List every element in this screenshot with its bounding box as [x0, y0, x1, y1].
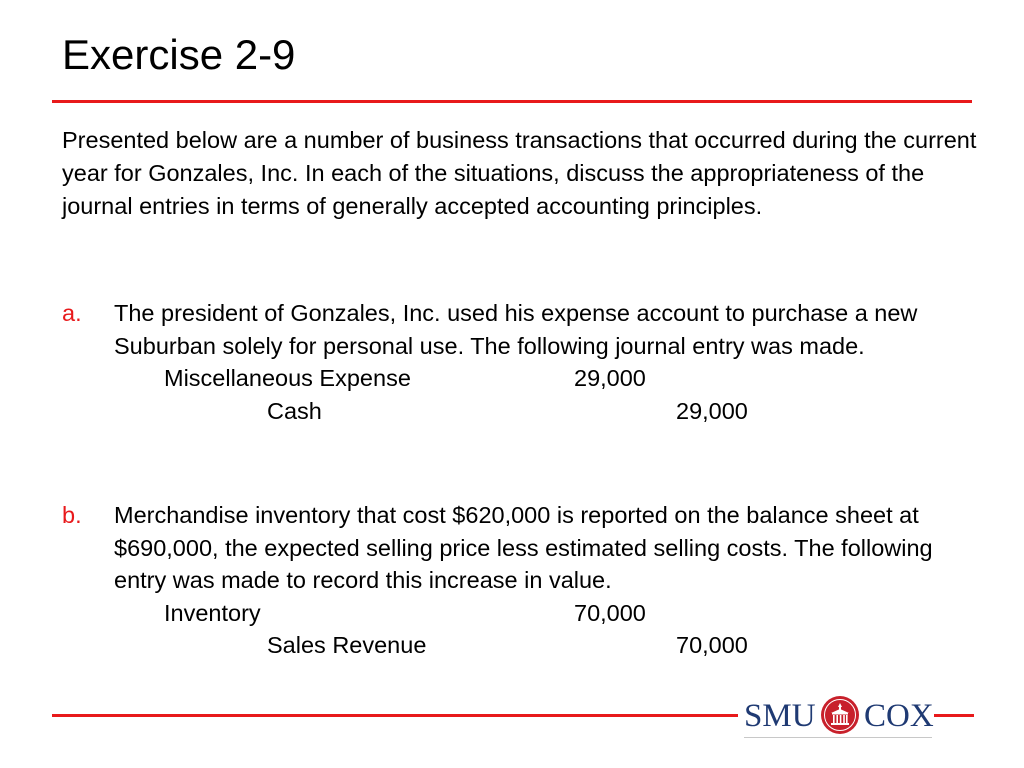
debit-amount: 70,000 — [574, 599, 646, 626]
intro-paragraph: Presented below are a number of business transactions that occurred during the current year for Gonzales, Inc. In each of the situations, discuss the appropriateness of the journal entries in terms of generally accepted accounting principles. — [62, 127, 977, 219]
title-divider — [52, 100, 972, 103]
credit-account: Cash — [267, 397, 322, 424]
credit-amount: 29,000 — [676, 397, 748, 424]
logo-text-smu: SMU — [744, 698, 816, 734]
logo-underline — [744, 737, 932, 738]
smu-cox-logo — [744, 693, 932, 739]
university-seal-icon — [820, 695, 860, 735]
journal-debit-row — [114, 597, 974, 630]
logo-text-cox: COX — [864, 698, 934, 734]
credit-amount: 70,000 — [676, 632, 748, 658]
item-body — [114, 499, 974, 662]
journal-debit-row — [114, 362, 974, 395]
item-body — [114, 297, 974, 427]
journal-credit-row — [114, 395, 974, 428]
item-description: The president of Gonzales, Inc. used his expense account to purchase a new Suburban solely for personal use. The following journal entry was made. — [114, 300, 918, 359]
debit-account: Miscellaneous Expense — [164, 365, 411, 391]
item-description: Merchandise inventory that cost $620,000 is reported on the balance sheet at $690,000, the expected selling price less estimated selling costs. The following entry was made to record this increase in value. — [114, 502, 933, 593]
debit-amount: 29,000 — [574, 365, 646, 391]
footer-divider-right — [934, 714, 974, 717]
journal-credit-row — [114, 629, 974, 662]
slide-title: Exercise 2-9 — [62, 31, 296, 78]
footer-divider-left — [52, 714, 738, 717]
item-marker: b. — [62, 502, 82, 528]
item-marker: a. — [62, 300, 82, 326]
debit-account: Inventory — [164, 599, 261, 626]
credit-account: Sales Revenue — [267, 632, 427, 658]
